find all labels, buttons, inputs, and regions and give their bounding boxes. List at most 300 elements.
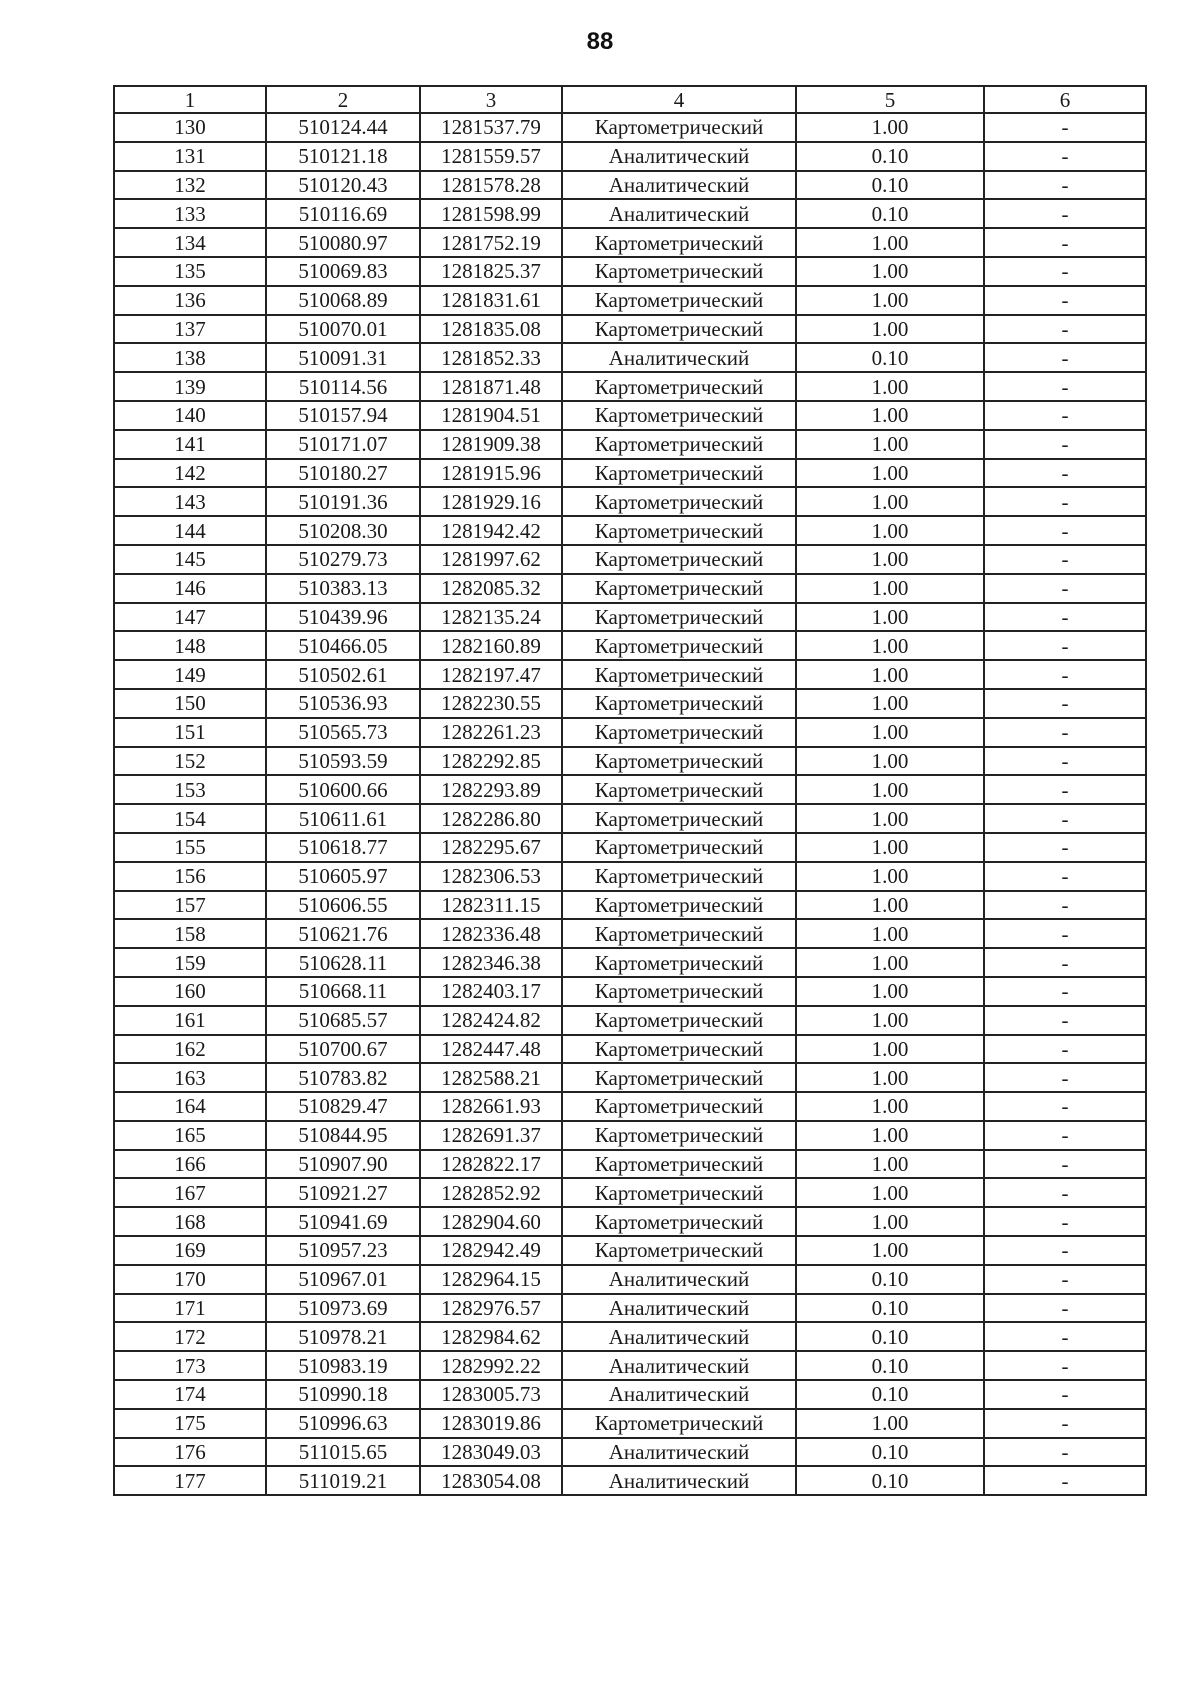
table-row xyxy=(114,1236,1146,1265)
table-row xyxy=(114,199,1146,228)
table-row xyxy=(114,833,1146,862)
table-row xyxy=(114,574,1146,603)
coordinates-table xyxy=(113,85,1147,1496)
note-cell: - xyxy=(984,1351,1146,1380)
x-coordinate-cell: 510069.83 xyxy=(266,257,420,286)
accuracy-cell: 0.10 xyxy=(796,1380,984,1409)
accuracy-cell: 1.00 xyxy=(796,1150,984,1179)
method-cell: Картометрический xyxy=(562,1092,796,1121)
method-cell: Картометрический xyxy=(562,1121,796,1150)
y-coordinate-cell: 1281871.48 xyxy=(420,372,562,401)
note-cell: - xyxy=(984,631,1146,660)
y-coordinate-cell: 1282852.92 xyxy=(420,1178,562,1207)
accuracy-cell: 0.10 xyxy=(796,1322,984,1351)
table-row xyxy=(114,1466,1146,1495)
accuracy-cell: 0.10 xyxy=(796,1265,984,1294)
accuracy-cell: 0.10 xyxy=(796,1466,984,1495)
table-row xyxy=(114,1092,1146,1121)
point-number-cell: 136 xyxy=(114,286,266,315)
note-cell: - xyxy=(984,516,1146,545)
note-cell: - xyxy=(984,1294,1146,1323)
point-number-cell: 144 xyxy=(114,516,266,545)
accuracy-cell: 1.00 xyxy=(796,747,984,776)
note-cell: - xyxy=(984,977,1146,1006)
y-coordinate-cell: 1282904.60 xyxy=(420,1207,562,1236)
table-row xyxy=(114,1265,1146,1294)
x-coordinate-cell: 510191.36 xyxy=(266,487,420,516)
x-coordinate-cell: 510978.21 xyxy=(266,1322,420,1351)
x-coordinate-cell: 510600.66 xyxy=(266,775,420,804)
method-cell: Картометрический xyxy=(562,660,796,689)
accuracy-cell: 1.00 xyxy=(796,862,984,891)
x-coordinate-cell: 510628.11 xyxy=(266,948,420,977)
accuracy-cell: 1.00 xyxy=(796,574,984,603)
accuracy-cell: 0.10 xyxy=(796,1294,984,1323)
accuracy-cell: 1.00 xyxy=(796,603,984,632)
table-row xyxy=(114,862,1146,891)
point-number-cell: 153 xyxy=(114,775,266,804)
x-coordinate-cell: 510383.13 xyxy=(266,574,420,603)
note-cell: - xyxy=(984,1092,1146,1121)
accuracy-cell: 0.10 xyxy=(796,199,984,228)
method-cell: Картометрический xyxy=(562,257,796,286)
method-cell: Картометрический xyxy=(562,804,796,833)
point-number-cell: 160 xyxy=(114,977,266,1006)
accuracy-cell: 0.10 xyxy=(796,142,984,171)
x-coordinate-cell: 510844.95 xyxy=(266,1121,420,1150)
note-cell: - xyxy=(984,1265,1146,1294)
accuracy-cell: 0.10 xyxy=(796,343,984,372)
y-coordinate-cell: 1282261.23 xyxy=(420,718,562,747)
point-number-cell: 134 xyxy=(114,228,266,257)
accuracy-cell: 1.00 xyxy=(796,775,984,804)
accuracy-cell: 1.00 xyxy=(796,833,984,862)
method-cell: Картометрический xyxy=(562,1178,796,1207)
y-coordinate-cell: 1282447.48 xyxy=(420,1035,562,1064)
note-cell: - xyxy=(984,286,1146,315)
point-number-cell: 157 xyxy=(114,891,266,920)
table-row xyxy=(114,1438,1146,1467)
x-coordinate-cell: 510565.73 xyxy=(266,718,420,747)
note-cell: - xyxy=(984,747,1146,776)
y-coordinate-cell: 1281559.57 xyxy=(420,142,562,171)
note-cell: - xyxy=(984,1035,1146,1064)
header-cell: 5 xyxy=(796,86,984,113)
note-cell: - xyxy=(984,718,1146,747)
y-coordinate-cell: 1282661.93 xyxy=(420,1092,562,1121)
y-coordinate-cell: 1281909.38 xyxy=(420,430,562,459)
table-row xyxy=(114,1063,1146,1092)
x-coordinate-cell: 510605.97 xyxy=(266,862,420,891)
table-row xyxy=(114,228,1146,257)
point-number-cell: 170 xyxy=(114,1265,266,1294)
point-number-cell: 171 xyxy=(114,1294,266,1323)
accuracy-cell: 1.00 xyxy=(796,631,984,660)
method-cell: Картометрический xyxy=(562,948,796,977)
method-cell: Картометрический xyxy=(562,430,796,459)
method-cell: Картометрический xyxy=(562,919,796,948)
accuracy-cell: 1.00 xyxy=(796,919,984,948)
note-cell: - xyxy=(984,689,1146,718)
note-cell: - xyxy=(984,1063,1146,1092)
note-cell: - xyxy=(984,1178,1146,1207)
header-cell: 6 xyxy=(984,86,1146,113)
point-number-cell: 131 xyxy=(114,142,266,171)
accuracy-cell: 1.00 xyxy=(796,660,984,689)
x-coordinate-cell: 510120.43 xyxy=(266,171,420,200)
note-cell: - xyxy=(984,401,1146,430)
x-coordinate-cell: 510208.30 xyxy=(266,516,420,545)
note-cell: - xyxy=(984,1207,1146,1236)
table-row xyxy=(114,372,1146,401)
table-row xyxy=(114,631,1146,660)
accuracy-cell: 1.00 xyxy=(796,430,984,459)
accuracy-cell: 1.00 xyxy=(796,516,984,545)
accuracy-cell: 0.10 xyxy=(796,1351,984,1380)
point-number-cell: 139 xyxy=(114,372,266,401)
note-cell: - xyxy=(984,1466,1146,1495)
point-number-cell: 148 xyxy=(114,631,266,660)
method-cell: Картометрический xyxy=(562,228,796,257)
method-cell: Картометрический xyxy=(562,372,796,401)
point-number-cell: 150 xyxy=(114,689,266,718)
point-number-cell: 132 xyxy=(114,171,266,200)
accuracy-cell: 1.00 xyxy=(796,1006,984,1035)
point-number-cell: 133 xyxy=(114,199,266,228)
table-row xyxy=(114,545,1146,574)
x-coordinate-cell: 510668.11 xyxy=(266,977,420,1006)
accuracy-cell: 1.00 xyxy=(796,689,984,718)
y-coordinate-cell: 1281904.51 xyxy=(420,401,562,430)
x-coordinate-cell: 510439.96 xyxy=(266,603,420,632)
method-cell: Аналитический xyxy=(562,343,796,372)
method-cell: Картометрический xyxy=(562,891,796,920)
note-cell: - xyxy=(984,228,1146,257)
note-cell: - xyxy=(984,372,1146,401)
x-coordinate-cell: 510279.73 xyxy=(266,545,420,574)
method-cell: Картометрический xyxy=(562,689,796,718)
x-coordinate-cell: 510990.18 xyxy=(266,1380,420,1409)
note-cell: - xyxy=(984,775,1146,804)
note-cell: - xyxy=(984,199,1146,228)
note-cell: - xyxy=(984,171,1146,200)
x-coordinate-cell: 510606.55 xyxy=(266,891,420,920)
y-coordinate-cell: 1282942.49 xyxy=(420,1236,562,1265)
accuracy-cell: 1.00 xyxy=(796,1207,984,1236)
table-row xyxy=(114,948,1146,977)
x-coordinate-cell: 510180.27 xyxy=(266,459,420,488)
point-number-cell: 151 xyxy=(114,718,266,747)
table-header-row xyxy=(114,86,1146,113)
method-cell: Аналитический xyxy=(562,142,796,171)
accuracy-cell: 1.00 xyxy=(796,1035,984,1064)
method-cell: Картометрический xyxy=(562,862,796,891)
x-coordinate-cell: 510171.07 xyxy=(266,430,420,459)
point-number-cell: 135 xyxy=(114,257,266,286)
table-row xyxy=(114,459,1146,488)
y-coordinate-cell: 1281537.79 xyxy=(420,113,562,142)
method-cell: Аналитический xyxy=(562,1294,796,1323)
method-cell: Картометрический xyxy=(562,1409,796,1438)
table-row xyxy=(114,516,1146,545)
x-coordinate-cell: 510157.94 xyxy=(266,401,420,430)
point-number-cell: 168 xyxy=(114,1207,266,1236)
note-cell: - xyxy=(984,948,1146,977)
y-coordinate-cell: 1282306.53 xyxy=(420,862,562,891)
point-number-cell: 152 xyxy=(114,747,266,776)
y-coordinate-cell: 1282085.32 xyxy=(420,574,562,603)
method-cell: Картометрический xyxy=(562,1063,796,1092)
accuracy-cell: 1.00 xyxy=(796,487,984,516)
x-coordinate-cell: 510621.76 xyxy=(266,919,420,948)
point-number-cell: 173 xyxy=(114,1351,266,1380)
note-cell: - xyxy=(984,804,1146,833)
accuracy-cell: 1.00 xyxy=(796,1178,984,1207)
note-cell: - xyxy=(984,660,1146,689)
x-coordinate-cell: 510121.18 xyxy=(266,142,420,171)
table-row xyxy=(114,430,1146,459)
y-coordinate-cell: 1281852.33 xyxy=(420,343,562,372)
method-cell: Картометрический xyxy=(562,516,796,545)
method-cell: Картометрический xyxy=(562,1035,796,1064)
y-coordinate-cell: 1282964.15 xyxy=(420,1265,562,1294)
table-row xyxy=(114,343,1146,372)
x-coordinate-cell: 510829.47 xyxy=(266,1092,420,1121)
point-number-cell: 162 xyxy=(114,1035,266,1064)
y-coordinate-cell: 1282286.80 xyxy=(420,804,562,833)
accuracy-cell: 1.00 xyxy=(796,459,984,488)
accuracy-cell: 1.00 xyxy=(796,891,984,920)
y-coordinate-cell: 1281598.99 xyxy=(420,199,562,228)
table-row xyxy=(114,603,1146,632)
table-row xyxy=(114,1409,1146,1438)
point-number-cell: 161 xyxy=(114,1006,266,1035)
note-cell: - xyxy=(984,142,1146,171)
y-coordinate-cell: 1282346.38 xyxy=(420,948,562,977)
point-number-cell: 172 xyxy=(114,1322,266,1351)
y-coordinate-cell: 1282588.21 xyxy=(420,1063,562,1092)
accuracy-cell: 1.00 xyxy=(796,1092,984,1121)
header-cell: 3 xyxy=(420,86,562,113)
table-row xyxy=(114,891,1146,920)
method-cell: Картометрический xyxy=(562,833,796,862)
method-cell: Картометрический xyxy=(562,977,796,1006)
x-coordinate-cell: 510921.27 xyxy=(266,1178,420,1207)
table-row xyxy=(114,1178,1146,1207)
method-cell: Аналитический xyxy=(562,1322,796,1351)
method-cell: Картометрический xyxy=(562,718,796,747)
x-coordinate-cell: 510080.97 xyxy=(266,228,420,257)
point-number-cell: 149 xyxy=(114,660,266,689)
note-cell: - xyxy=(984,257,1146,286)
accuracy-cell: 1.00 xyxy=(796,1409,984,1438)
y-coordinate-cell: 1282424.82 xyxy=(420,1006,562,1035)
x-coordinate-cell: 510783.82 xyxy=(266,1063,420,1092)
y-coordinate-cell: 1281915.96 xyxy=(420,459,562,488)
accuracy-cell: 1.00 xyxy=(796,113,984,142)
y-coordinate-cell: 1281929.16 xyxy=(420,487,562,516)
x-coordinate-cell: 510091.31 xyxy=(266,343,420,372)
x-coordinate-cell: 510124.44 xyxy=(266,113,420,142)
table-row xyxy=(114,1294,1146,1323)
y-coordinate-cell: 1282403.17 xyxy=(420,977,562,1006)
y-coordinate-cell: 1282160.89 xyxy=(420,631,562,660)
x-coordinate-cell: 510685.57 xyxy=(266,1006,420,1035)
method-cell: Картометрический xyxy=(562,1150,796,1179)
note-cell: - xyxy=(984,574,1146,603)
point-number-cell: 163 xyxy=(114,1063,266,1092)
point-number-cell: 145 xyxy=(114,545,266,574)
header-cell: 4 xyxy=(562,86,796,113)
point-number-cell: 158 xyxy=(114,919,266,948)
accuracy-cell: 1.00 xyxy=(796,948,984,977)
y-coordinate-cell: 1283054.08 xyxy=(420,1466,562,1495)
method-cell: Картометрический xyxy=(562,286,796,315)
table-row xyxy=(114,113,1146,142)
note-cell: - xyxy=(984,1322,1146,1351)
method-cell: Аналитический xyxy=(562,1466,796,1495)
y-coordinate-cell: 1282822.17 xyxy=(420,1150,562,1179)
table-row xyxy=(114,1150,1146,1179)
x-coordinate-cell: 510983.19 xyxy=(266,1351,420,1380)
y-coordinate-cell: 1282976.57 xyxy=(420,1294,562,1323)
table-row xyxy=(114,1380,1146,1409)
accuracy-cell: 1.00 xyxy=(796,718,984,747)
header-cell: 1 xyxy=(114,86,266,113)
y-coordinate-cell: 1282135.24 xyxy=(420,603,562,632)
note-cell: - xyxy=(984,430,1146,459)
y-coordinate-cell: 1282992.22 xyxy=(420,1351,562,1380)
x-coordinate-cell: 510957.23 xyxy=(266,1236,420,1265)
point-number-cell: 141 xyxy=(114,430,266,459)
accuracy-cell: 1.00 xyxy=(796,1121,984,1150)
x-coordinate-cell: 510070.01 xyxy=(266,315,420,344)
point-number-cell: 164 xyxy=(114,1092,266,1121)
table-row xyxy=(114,1322,1146,1351)
x-coordinate-cell: 510116.69 xyxy=(266,199,420,228)
accuracy-cell: 1.00 xyxy=(796,401,984,430)
y-coordinate-cell: 1281752.19 xyxy=(420,228,562,257)
point-number-cell: 165 xyxy=(114,1121,266,1150)
x-coordinate-cell: 510502.61 xyxy=(266,660,420,689)
method-cell: Аналитический xyxy=(562,199,796,228)
y-coordinate-cell: 1282691.37 xyxy=(420,1121,562,1150)
page-number: 88 xyxy=(586,28,614,55)
y-coordinate-cell: 1282292.85 xyxy=(420,747,562,776)
note-cell: - xyxy=(984,1380,1146,1409)
note-cell: - xyxy=(984,1409,1146,1438)
x-coordinate-cell: 511019.21 xyxy=(266,1466,420,1495)
note-cell: - xyxy=(984,1006,1146,1035)
x-coordinate-cell: 510068.89 xyxy=(266,286,420,315)
method-cell: Картометрический xyxy=(562,459,796,488)
x-coordinate-cell: 510907.90 xyxy=(266,1150,420,1179)
method-cell: Картометрический xyxy=(562,574,796,603)
note-cell: - xyxy=(984,1150,1146,1179)
table-row xyxy=(114,142,1146,171)
x-coordinate-cell: 511015.65 xyxy=(266,1438,420,1467)
table-row xyxy=(114,257,1146,286)
point-number-cell: 155 xyxy=(114,833,266,862)
method-cell: Картометрический xyxy=(562,487,796,516)
note-cell: - xyxy=(984,891,1146,920)
table-row xyxy=(114,1121,1146,1150)
note-cell: - xyxy=(984,487,1146,516)
y-coordinate-cell: 1281825.37 xyxy=(420,257,562,286)
method-cell: Картометрический xyxy=(562,631,796,660)
x-coordinate-cell: 510114.56 xyxy=(266,372,420,401)
y-coordinate-cell: 1281835.08 xyxy=(420,315,562,344)
table-row xyxy=(114,718,1146,747)
table-body xyxy=(114,86,1146,1495)
table-row xyxy=(114,401,1146,430)
y-coordinate-cell: 1281942.42 xyxy=(420,516,562,545)
table-row xyxy=(114,315,1146,344)
y-coordinate-cell: 1282984.62 xyxy=(420,1322,562,1351)
note-cell: - xyxy=(984,315,1146,344)
x-coordinate-cell: 510611.61 xyxy=(266,804,420,833)
note-cell: - xyxy=(984,833,1146,862)
table-row xyxy=(114,689,1146,718)
table-row xyxy=(114,171,1146,200)
method-cell: Аналитический xyxy=(562,1438,796,1467)
point-number-cell: 177 xyxy=(114,1466,266,1495)
method-cell: Аналитический xyxy=(562,171,796,200)
x-coordinate-cell: 510593.59 xyxy=(266,747,420,776)
note-cell: - xyxy=(984,343,1146,372)
point-number-cell: 147 xyxy=(114,603,266,632)
x-coordinate-cell: 510996.63 xyxy=(266,1409,420,1438)
note-cell: - xyxy=(984,1438,1146,1467)
note-cell: - xyxy=(984,459,1146,488)
accuracy-cell: 1.00 xyxy=(796,372,984,401)
point-number-cell: 146 xyxy=(114,574,266,603)
method-cell: Аналитический xyxy=(562,1265,796,1294)
accuracy-cell: 1.00 xyxy=(796,804,984,833)
method-cell: Картометрический xyxy=(562,113,796,142)
accuracy-cell: 1.00 xyxy=(796,257,984,286)
y-coordinate-cell: 1281831.61 xyxy=(420,286,562,315)
y-coordinate-cell: 1282311.15 xyxy=(420,891,562,920)
y-coordinate-cell: 1281997.62 xyxy=(420,545,562,574)
x-coordinate-cell: 510466.05 xyxy=(266,631,420,660)
accuracy-cell: 1.00 xyxy=(796,228,984,257)
x-coordinate-cell: 510700.67 xyxy=(266,1035,420,1064)
accuracy-cell: 1.00 xyxy=(796,1063,984,1092)
method-cell: Картометрический xyxy=(562,315,796,344)
accuracy-cell: 1.00 xyxy=(796,1236,984,1265)
note-cell: - xyxy=(984,919,1146,948)
y-coordinate-cell: 1283019.86 xyxy=(420,1409,562,1438)
method-cell: Картометрический xyxy=(562,775,796,804)
point-number-cell: 174 xyxy=(114,1380,266,1409)
note-cell: - xyxy=(984,603,1146,632)
point-number-cell: 175 xyxy=(114,1409,266,1438)
y-coordinate-cell: 1282295.67 xyxy=(420,833,562,862)
note-cell: - xyxy=(984,1121,1146,1150)
table-row xyxy=(114,977,1146,1006)
method-cell: Картометрический xyxy=(562,401,796,430)
accuracy-cell: 0.10 xyxy=(796,1438,984,1467)
method-cell: Картометрический xyxy=(562,1207,796,1236)
y-coordinate-cell: 1282293.89 xyxy=(420,775,562,804)
y-coordinate-cell: 1282336.48 xyxy=(420,919,562,948)
x-coordinate-cell: 510536.93 xyxy=(266,689,420,718)
method-cell: Аналитический xyxy=(562,1380,796,1409)
point-number-cell: 159 xyxy=(114,948,266,977)
method-cell: Аналитический xyxy=(562,1351,796,1380)
method-cell: Картометрический xyxy=(562,545,796,574)
